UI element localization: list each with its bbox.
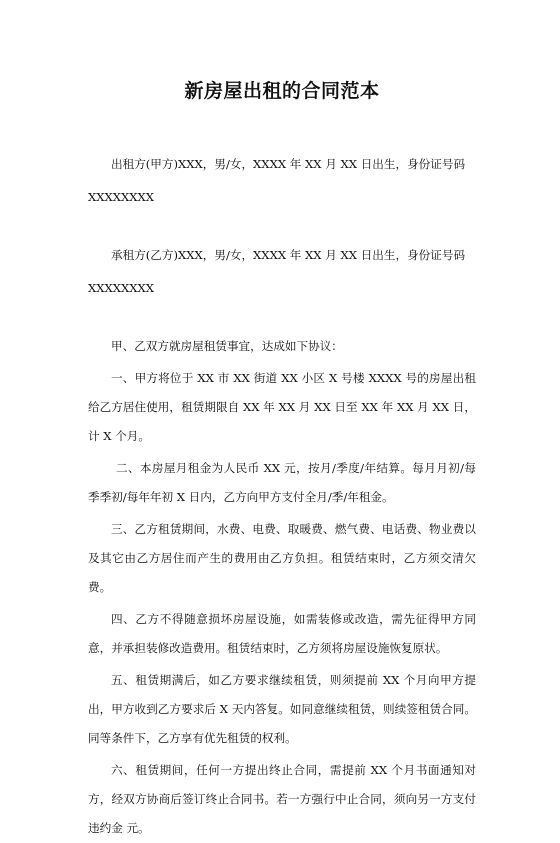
document-title: 新房屋出租的合同范本: [184, 80, 380, 102]
clause-5: 五、租赁期满后，如乙方要求继续租赁，则须提前 XX 个月向甲方提出，甲方收到乙方要求后 X 天内答复。如同意继续租赁，则续签租赁合同。同等条件下，乙方享有优先租赁的权利。: [88, 673, 476, 745]
party-b-paragraph: 承租方(乙方)XXX，男/女，XXXX 年 XX 月 XX 日出生，身份证号码 XXXXXXXX: [88, 248, 466, 295]
clause-1: 一、甲方将位于 XX 市 XX 街道 XX 小区 X 号楼 XXXX 号的房屋出租给乙方居住使用，租赁期限自 XX 年 XX 月 XX 日至 XX 年 XX 月 XX 日，计 X 个月。: [88, 371, 476, 443]
clause-2: 二、本房屋月租金为人民币 XX 元，按月/季度/年结算。每月月初/每季季初/每年年初 X 日内，乙方向甲方支付全月/季/年租金。: [88, 461, 476, 504]
party-a-paragraph: 出租方(甲方)XXX，男/女，XXXX 年 XX 月 XX 日出生，身份证号码 XXXXXXXX: [88, 157, 466, 204]
agreement-intro: 甲、乙双方就房屋租赁事宜，达成如下协议：: [111, 339, 343, 353]
clause-6: 六、租赁期间，任何一方提出终止合同，需提前 XX 个月书面通知对方，经双方协商后签订终止合同书。若一方强行中止合同，须向另一方支付违约金 元。: [88, 763, 476, 835]
clause-4: 四、乙方不得随意损坏房屋设施，如需装修或改造，需先征得甲方同意，并承担装修改造费用。租赁结束时，乙方须将房屋设施恢复原状。: [88, 612, 476, 655]
clause-3: 三、乙方租赁期间，水费、电费、取暖费、燃气费、电话费、物业费以及其它由乙方居住而产生的费用由乙方负担。租赁结束时，乙方须交清欠费。: [88, 522, 476, 594]
